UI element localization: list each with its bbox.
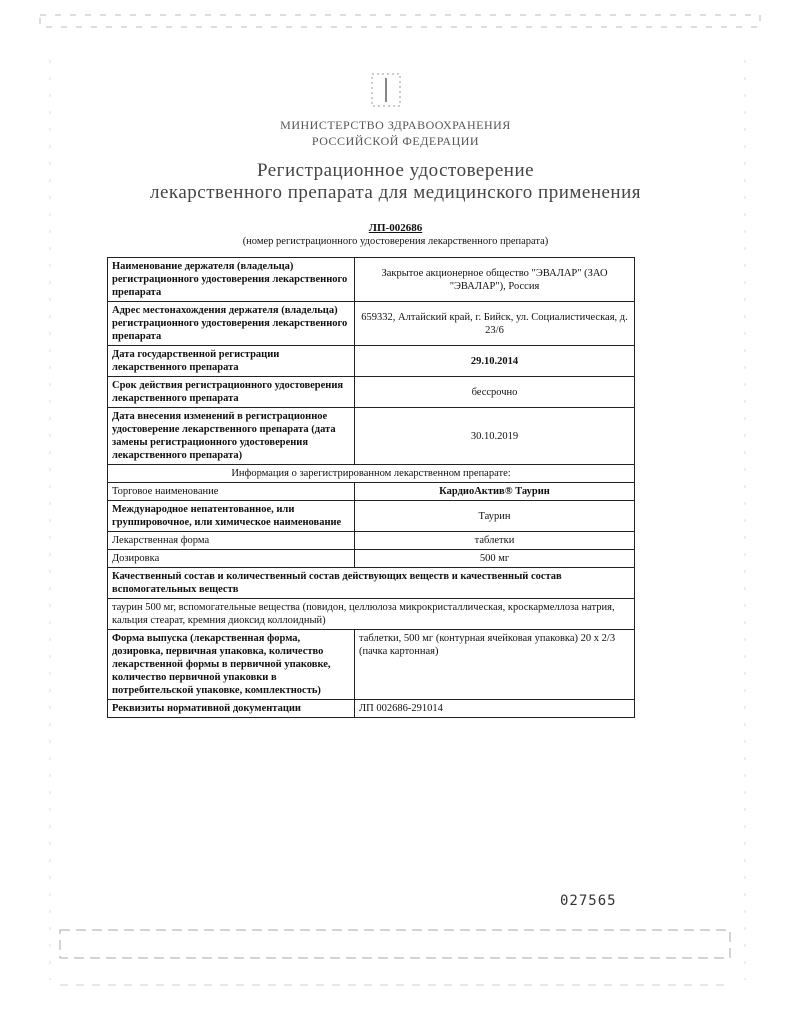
table-row (108, 700, 635, 718)
release-form-label: Форма выпуска (лекарственная форма, дозировка, первичная упаковка, количество лекарственной формы в первичной упаковке, количество первичной упаковки в потребительской упаковке, комплектность) (108, 630, 355, 700)
info-header: Информация о зарегистрированном лекарственном препарате: (108, 465, 635, 483)
trade-name-value: КардиоАктив® Таурин (355, 483, 635, 501)
ministry-line-2: РОССИЙСКОЙ ФЕДЕРАЦИИ (311, 134, 480, 148)
holder-address-label: Адрес местонахождения держателя (владельца) регистрационного удостоверения лекарственного препарата (108, 302, 355, 346)
change-date-value: 30.10.2019 (355, 408, 635, 465)
normative-doc-label: Реквизиты нормативной документации (108, 700, 355, 718)
serial-number: 027565 (560, 893, 617, 909)
composition-header: Качественный состав и количественный состав действующих веществ и качественный состав вспомогательных веществ (108, 568, 635, 599)
change-date-label: Дата внесения изменений в регистрационное удостоверение лекарственного препарата (дата замены регистрационного удостоверения лекарственного препарата) (108, 408, 355, 465)
table-row (108, 483, 635, 501)
release-form-value: таблетки, 500 мг (контурная ячейковая упаковка) 20 х 2/3 (пачка картонная) (355, 630, 635, 700)
registration-date-label: Дата государственной регистрации лекарственного препарата (108, 346, 355, 377)
table-row (108, 501, 635, 532)
table-row (108, 630, 635, 700)
inn-label: Международное непатентованное, или группировочное, или химическое наименование (108, 501, 355, 532)
dosage-form-label: Лекарственная форма (108, 532, 355, 550)
emblem-icon (366, 70, 406, 110)
dose-value: 500 мг (355, 550, 635, 568)
table-row (108, 408, 635, 465)
trade-name-label: Торговое наименование (108, 483, 355, 501)
registration-table (107, 257, 635, 718)
title-line-1: Регистрационное удостоверение (256, 160, 535, 181)
table-row (108, 532, 635, 550)
table-row (108, 568, 635, 599)
table-row (108, 465, 635, 483)
table-row (108, 550, 635, 568)
table-row (108, 377, 635, 408)
validity-label: Срок действия регистрационного удостоверения лекарственного препарата (108, 377, 355, 408)
table-row (108, 258, 635, 302)
normative-doc-value: ЛП 002686-291014 (355, 700, 635, 718)
holder-name-label: Наименование держателя (владельца) регистрационного удостоверения лекарственного препарата (108, 258, 355, 302)
holder-name-value: Закрытое акционерное общество "ЭВАЛАР" (ЗАО "ЭВАЛАР"), Россия (355, 258, 635, 302)
registration-number: ЛП-002686 (368, 222, 423, 234)
registration-date-value: 29.10.2014 (355, 346, 635, 377)
table-row (108, 346, 635, 377)
composition-text: таурин 500 мг, вспомогательные вещества (повидон, целлюлоза микрокристаллическая, кроскармеллоза натрия, кальция стеарат, кремния диоксид коллоидный) (108, 599, 635, 630)
title-line-2: лекарственного препарата для медицинского применения (149, 182, 641, 203)
table-row (108, 599, 635, 630)
ministry-line-1: МИНИСТЕРСТВО ЗДРАВООХРАНЕНИЯ (280, 118, 511, 132)
registration-number-caption: (номер регистрационного удостоверения лекарственного препарата) (242, 236, 549, 247)
dosage-form-value: таблетки (355, 532, 635, 550)
dose-label: Дозировка (108, 550, 355, 568)
table-row (108, 302, 635, 346)
inn-value: Таурин (355, 501, 635, 532)
validity-value: бессрочно (355, 377, 635, 408)
holder-address-value: 659332, Алтайский край, г. Бийск, ул. Социалистическая, д. 23/6 (355, 302, 635, 346)
